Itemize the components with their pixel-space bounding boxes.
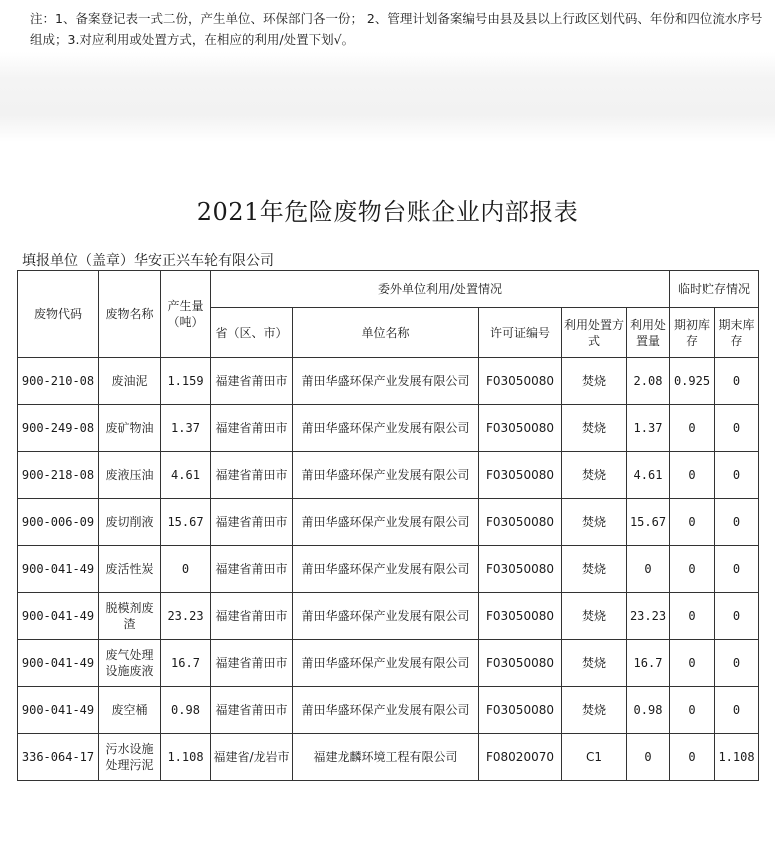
header-opening-stock: 期初库存: [670, 308, 715, 358]
cell-waste-name: 废活性炭: [99, 546, 161, 593]
table-row: [18, 687, 759, 734]
table-row: [18, 640, 759, 687]
reporting-unit-line: [22, 250, 274, 270]
cell-amount-generated: 23.23: [161, 593, 211, 640]
cell-amount-generated: 1.108: [161, 734, 211, 781]
cell-license-number: F03050080: [479, 358, 562, 405]
cell-amount-generated: 15.67: [161, 499, 211, 546]
cell-province-city: 福建省莆田市: [211, 640, 293, 687]
cell-province-city: 福建省莆田市: [211, 405, 293, 452]
cell-closing-stock: 0: [715, 546, 759, 593]
cell-waste-name: 废矿物油: [99, 405, 161, 452]
cell-amount-generated: 16.7: [161, 640, 211, 687]
cell-waste-code: 900-041-49: [18, 687, 99, 734]
cell-disposed-amount: 4.61: [627, 452, 670, 499]
cell-disposed-amount: 2.08: [627, 358, 670, 405]
cell-waste-code: 336-064-17: [18, 734, 99, 781]
cell-closing-stock: 0: [715, 358, 759, 405]
cell-opening-stock: 0: [670, 546, 715, 593]
cell-amount-generated: 0.98: [161, 687, 211, 734]
scan-gap: [0, 52, 775, 142]
cell-opening-stock: 0: [670, 499, 715, 546]
cell-closing-stock: 0: [715, 405, 759, 452]
header-temporary-storage-group: 临时贮存情况: [670, 271, 759, 308]
table-row: [18, 499, 759, 546]
cell-license-number: F03050080: [479, 593, 562, 640]
cell-company-name: 莆田华盛环保产业发展有限公司: [293, 499, 479, 546]
cell-opening-stock: 0: [670, 405, 715, 452]
cell-disposed-amount: 16.7: [627, 640, 670, 687]
reporting-unit-value: 华安正兴车轮有限公司: [134, 253, 274, 269]
cell-disposed-amount: 15.67: [627, 499, 670, 546]
header-waste-name: 废物名称: [99, 271, 161, 358]
cell-amount-generated: 1.37: [161, 405, 211, 452]
cell-license-number: F03050080: [479, 452, 562, 499]
cell-closing-stock: 0: [715, 452, 759, 499]
header-waste-code: 废物代码: [18, 271, 99, 358]
cell-license-number: F03050080: [479, 546, 562, 593]
cell-opening-stock: 0: [670, 452, 715, 499]
cell-waste-name: 废油泥: [99, 358, 161, 405]
cell-disposal-method: 焚烧: [562, 452, 627, 499]
waste-ledger-table: [17, 270, 759, 781]
cell-waste-name: 废液压油: [99, 452, 161, 499]
header-company-name: 单位名称: [293, 308, 479, 358]
cell-closing-stock: 0: [715, 640, 759, 687]
cell-license-number: F03050080: [479, 499, 562, 546]
cell-disposed-amount: 23.23: [627, 593, 670, 640]
cell-waste-name: 废气处理设施废液: [99, 640, 161, 687]
cell-company-name: 莆田华盛环保产业发展有限公司: [293, 640, 479, 687]
cell-opening-stock: 0: [670, 593, 715, 640]
cell-company-name: 莆田华盛环保产业发展有限公司: [293, 405, 479, 452]
cell-waste-code: 900-041-49: [18, 546, 99, 593]
cell-company-name: 莆田华盛环保产业发展有限公司: [293, 546, 479, 593]
cell-company-name: 莆田华盛环保产业发展有限公司: [293, 452, 479, 499]
table-row: [18, 593, 759, 640]
cell-waste-code: 900-249-08: [18, 405, 99, 452]
cell-amount-generated: 4.61: [161, 452, 211, 499]
cell-opening-stock: 0: [670, 687, 715, 734]
cell-waste-name: 废空桶: [99, 687, 161, 734]
cell-disposed-amount: 0: [627, 734, 670, 781]
cell-province-city: 福建省莆田市: [211, 452, 293, 499]
cell-province-city: 福建省莆田市: [211, 687, 293, 734]
cell-disposed-amount: 0.98: [627, 687, 670, 734]
table-row: [18, 405, 759, 452]
cell-license-number: F08020070: [479, 734, 562, 781]
cell-license-number: F03050080: [479, 640, 562, 687]
cell-company-name: 莆田华盛环保产业发展有限公司: [293, 687, 479, 734]
cell-amount-generated: 0: [161, 546, 211, 593]
cell-disposal-method: 焚烧: [562, 640, 627, 687]
cell-waste-code: 900-006-09: [18, 499, 99, 546]
cell-disposed-amount: 0: [627, 546, 670, 593]
cell-amount-generated: 1.159: [161, 358, 211, 405]
cell-waste-name: 污水设施处理污泥: [99, 734, 161, 781]
cell-province-city: 福建省莆田市: [211, 546, 293, 593]
table-row: [18, 546, 759, 593]
cell-disposal-method: C1: [562, 734, 627, 781]
cell-waste-code: 900-210-08: [18, 358, 99, 405]
cell-license-number: F03050080: [479, 405, 562, 452]
cell-disposal-method: 焚烧: [562, 405, 627, 452]
header-amount-generated: 产生量（吨）: [161, 271, 211, 358]
table-row: [18, 358, 759, 405]
cell-closing-stock: 0: [715, 687, 759, 734]
cell-opening-stock: 0: [670, 640, 715, 687]
cell-disposal-method: 焚烧: [562, 546, 627, 593]
report-title: 2021年危险废物台账企业内部报表: [196, 198, 579, 226]
cell-province-city: 福建省莆田市: [211, 499, 293, 546]
cell-closing-stock: 0: [715, 499, 759, 546]
cell-waste-code: 900-218-08: [18, 452, 99, 499]
header-closing-stock: 期末库存: [715, 308, 759, 358]
header-disposed-amount: 利用处置量: [627, 308, 670, 358]
cell-waste-code: 900-041-49: [18, 593, 99, 640]
cell-opening-stock: 0: [670, 734, 715, 781]
cell-waste-name: 废切削液: [99, 499, 161, 546]
cell-company-name: 莆田华盛环保产业发展有限公司: [293, 593, 479, 640]
filing-notes: 注：1、备案登记表一式二份，产生单位、环保部门各一份； 2、管理计划备案编号由县及县以上行政区划代码、年份和四位流水序号组成；3.对应利用或处置方式，在相应的利用/处置下划√。: [30, 11, 763, 47]
cell-disposed-amount: 1.37: [627, 405, 670, 452]
cell-disposal-method: 焚烧: [562, 593, 627, 640]
table-row: [18, 734, 759, 781]
header-entrusted-disposal-group: 委外单位利用/处置情况: [211, 271, 670, 308]
cell-province-city: 福建省莆田市: [211, 358, 293, 405]
cell-disposal-method: 焚烧: [562, 358, 627, 405]
cell-waste-name: 脱模剂废渣: [99, 593, 161, 640]
cell-province-city: 福建省/龙岩市: [211, 734, 293, 781]
cell-company-name: 福建龙麟环境工程有限公司: [293, 734, 479, 781]
cell-disposal-method: 焚烧: [562, 687, 627, 734]
header-license-number: 许可证编号: [479, 308, 562, 358]
header-disposal-method: 利用处置方式: [562, 308, 627, 358]
table-row: [18, 452, 759, 499]
cell-license-number: F03050080: [479, 687, 562, 734]
cell-disposal-method: 焚烧: [562, 499, 627, 546]
header-province-city: 省（区、市）: [211, 308, 293, 358]
reporting-unit-label: 填报单位（盖章）: [22, 253, 134, 269]
cell-waste-code: 900-041-49: [18, 640, 99, 687]
cell-province-city: 福建省莆田市: [211, 593, 293, 640]
cell-closing-stock: 0: [715, 593, 759, 640]
cell-opening-stock: 0.925: [670, 358, 715, 405]
cell-closing-stock: 1.108: [715, 734, 759, 781]
cell-company-name: 莆田华盛环保产业发展有限公司: [293, 358, 479, 405]
